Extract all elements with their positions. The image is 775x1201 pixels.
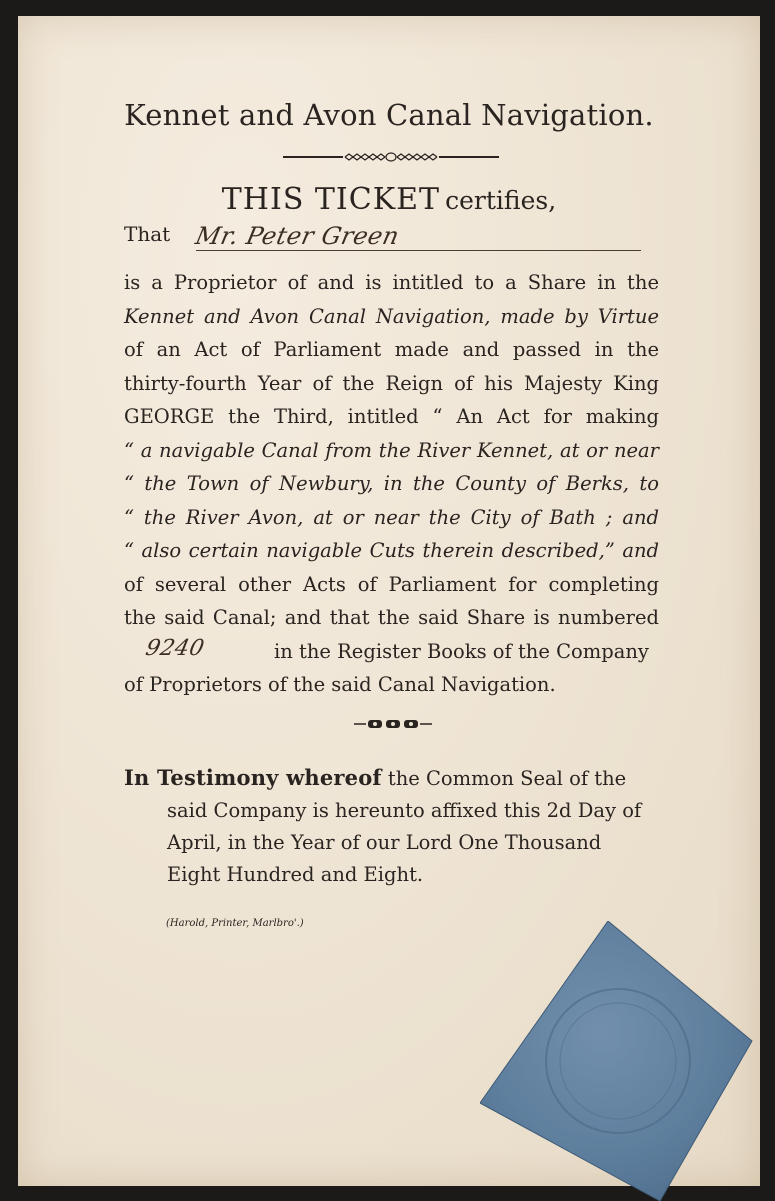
testimony-line: said Company is hereunto affixed this 2d Day of [167,799,642,822]
ornamental-rule-icon [283,152,499,162]
proprietor-name: Mr. Peter Green [193,222,402,250]
small-ornament-icon [354,718,432,730]
body-line: in the Register Books of the Company [274,639,649,663]
body-line: of an Act of Parliament made and passed in the [124,338,659,361]
document-title: Kennet and Avon Canal Navigation. [124,98,654,132]
heading-small: certifies, [445,186,557,215]
testimony-lead: In Testimony whereof [124,765,382,790]
testimony-line: Eight Hundred and Eight. [167,863,424,886]
body-line: the said Canal; and that the said Share is numbered [124,606,659,629]
certificate-sheet [18,16,760,1186]
body-line: “ the Town of Newbury, in the County of Berks, to [124,472,659,495]
body-line: “ also certain navigable Cuts therein described,” and [124,539,659,562]
body-line: thirty-fourth Year of the Reign of his Majesty King [124,371,659,395]
body-line: Kennet and Avon Canal Navigation, made by Virtue [124,304,659,328]
testimony-line: the Common Seal of the [387,767,627,790]
body-line: “ the River Avon, at or near the City of Bath ; and [124,505,659,529]
printer-credit: (Harold, Printer, Marlbro'.) [166,918,304,929]
testimony-line: April, in the Year of our Lord One Thousand [167,831,602,854]
company-seal-icon [480,921,760,1201]
body-line: is a Proprietor of and is intitled to a Share in the [124,271,659,294]
that-word: That [124,222,171,246]
ticket-heading [18,182,760,217]
testimony-block [124,762,659,891]
body-line: “ a navigable Canal from the River Kennet, at or near [124,438,659,462]
share-number: 9240 [143,636,207,661]
body-line: of several other Acts of Parliament for completing [124,572,659,596]
name-underline [196,250,641,251]
heading-big: THIS TICKET [221,182,441,217]
body-line: of Proprietors of the said Canal Navigation. [124,673,556,696]
body-line: GEORGE the Third, intitled “ An Act for making [124,405,659,428]
